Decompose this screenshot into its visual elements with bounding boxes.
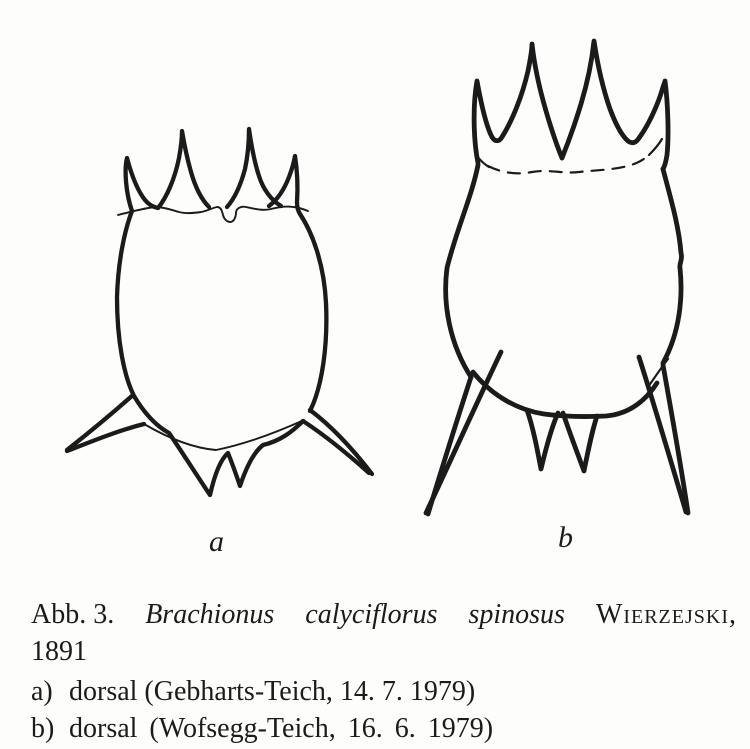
a-left-median-spine (158, 131, 209, 208)
b-right-posterolateral-spine-inner (639, 357, 686, 512)
b-posterior-margin (473, 372, 657, 417)
b-margin-right-stub (649, 139, 662, 155)
a-right-posterolateral-spine-upper (310, 410, 372, 474)
b-anterior-spines-left-pair (474, 44, 562, 163)
a-left-posterolateral-spine-upper (67, 395, 133, 450)
caption-item-a-marker: a) (31, 676, 53, 707)
caption-item-b-text: dorsal (Wofsegg-Teich, 16. 6. 1979) (69, 713, 494, 744)
a-right-lateral-spine (269, 156, 300, 214)
a-body-right-edge (300, 214, 326, 411)
a-body-left-edge (117, 211, 134, 396)
a-left-posterolateral-spine-lower (67, 424, 144, 451)
b-body-right-edge (663, 169, 682, 363)
figure-caption (31, 596, 737, 747)
caption-item-b (31, 710, 737, 747)
caption-subspecies: spinosus (468, 599, 565, 630)
caption-year: 1891 (31, 636, 87, 667)
b-right-median-posterior-spine (563, 413, 597, 471)
a-left-lateral-spine (126, 158, 158, 211)
caption-item-a (31, 673, 737, 710)
specimen-a-label: a (209, 525, 224, 558)
a-right-median-spine (227, 129, 281, 207)
a-right-posterolateral-spine-lower (303, 421, 369, 473)
b-body-left-edge (446, 165, 478, 377)
b-left-posterolateral-spine-outer (428, 377, 471, 514)
b-anterior-spines-right-pair (562, 41, 668, 169)
caption-item-a-text: dorsal (Gebharts-Teich, 14. 7. 1979) (69, 676, 476, 707)
b-dashed-fold-line (488, 154, 650, 173)
b-right-posterolateral-spine-outer (663, 365, 688, 513)
caption-genus: Brachionus (145, 599, 275, 630)
caption-item-b-marker: b) (31, 713, 55, 744)
b-left-median-posterior-spine (527, 410, 558, 469)
caption-figure-number: Abb. 3. (31, 599, 115, 630)
caption-author: Wierzejski, (595, 599, 737, 630)
specimen-b-label: b (558, 521, 573, 554)
caption-species: calyciflorus (305, 599, 438, 630)
a-anterior-margin-line (118, 207, 308, 222)
caption-title-line (31, 596, 737, 633)
specimen-b-drawing (426, 41, 688, 514)
a-posterior-median-spines (134, 396, 303, 495)
specimen-a-drawing (67, 129, 372, 495)
